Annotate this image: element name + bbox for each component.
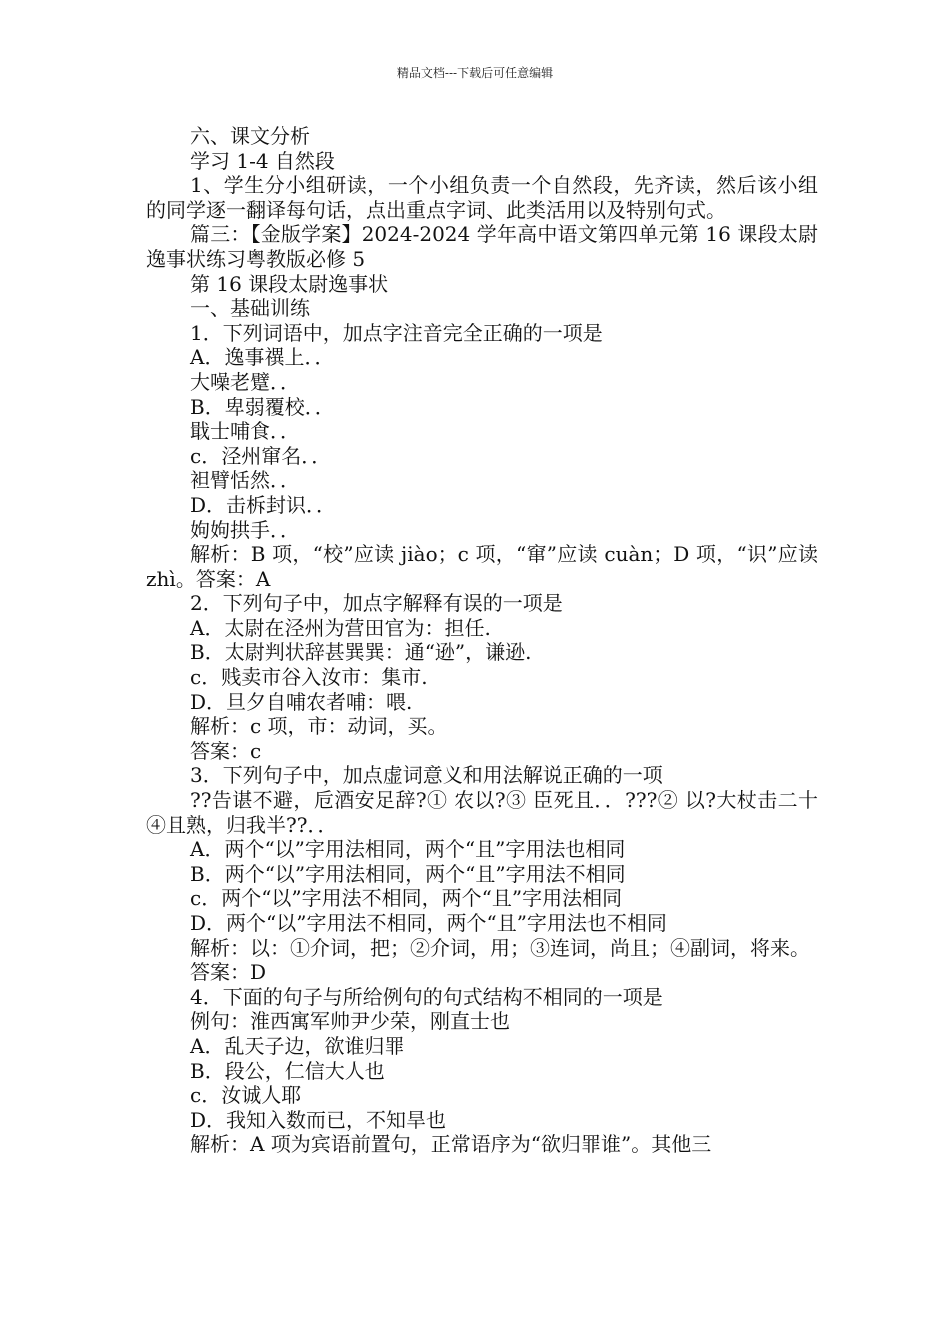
option: D．两个“以”字用法不相同，两个“且”字用法也不相同 <box>190 911 667 935</box>
lesson-title: 第 16 课段太尉逸事状 <box>190 271 389 296</box>
answer: 答案：D <box>190 960 267 985</box>
question: 2．下列句子中，加点字解释有误的一项是 <box>190 591 563 616</box>
option: A．两个“以”字用法相同，两个“且”字用法也相同 <box>190 837 626 862</box>
page-header: 精品文档---下载后可任意编辑 <box>396 66 554 80</box>
answer: 答案：c <box>190 738 262 763</box>
question-sentences: ??告谌不避，卮酒安足辞?① 农以?③ 臣死且．．???② 以?大杖击二十④且熟，归我半??．． <box>146 788 818 837</box>
analysis: 解析：B 项，“校”应读 jiào；c 项，“窜”应读 cuàn；D 项，“识”应读 zhì。答案：A <box>146 542 818 591</box>
paragraph: 1、学生分小组研读，一个小组负责一个自然段，先齐读，然后该小组的同学逐一翻译每句话，点出重点字词、此类活用以及特别句式。 <box>146 173 818 222</box>
option: c．贱卖市谷入汝市：集市. <box>190 665 428 690</box>
option: 戢士哺食．． <box>190 419 300 444</box>
question: 1．下列词语中，加点字注音完全正确的一项是 <box>190 320 603 345</box>
option: D．击柝封识．． <box>190 492 337 517</box>
example-sentence: 例句：淮西寓军帅尹少荣，刚直士也 <box>190 1009 510 1034</box>
option: A．逸事禩上．． <box>190 345 335 370</box>
option: D．我知入数而已，不知旱也 <box>190 1107 447 1132</box>
analysis: 解析：c 项，市：动词，买。 <box>190 714 448 739</box>
section-heading: 一、基础训练 <box>190 296 310 321</box>
option: B．太尉判状辞甚巽巽：通“逊”，谦逊. <box>190 640 532 665</box>
question: 3．下列句子中，加点虚词意义和用法解说正确的一项 <box>190 763 663 788</box>
option: 姁姁拱手．． <box>190 517 300 542</box>
document-body <box>146 124 818 1157</box>
analysis: 解析：A 项为宾语前置句，正常语序为“欲归罪谁”。其他三 <box>190 1132 712 1157</box>
option: 大噪老躄．． <box>190 369 300 394</box>
option: c．泾州窜名．． <box>190 443 332 468</box>
option: c．两个“以”字用法不相同，两个“且”字用法相同 <box>190 886 623 911</box>
paragraph: 篇三：【金版学案】2024-2024 学年高中语文第四单元第 16 课段太尉逸事状练习粤教版必修 5 <box>146 222 818 271</box>
section-heading: 六、课文分析 <box>190 124 310 148</box>
question: 4．下面的句子与所给例句的句式结构不相同的一项是 <box>190 984 663 1009</box>
option: D．旦夕自哺农者哺：喂. <box>190 689 413 714</box>
option: A．乱天子边，欲谁归罪 <box>190 1033 405 1058</box>
option: A．太尉在泾州为营田官为：担任. <box>190 615 491 640</box>
text-line: 学习 1-4 自然段 <box>190 148 335 173</box>
option: B．段公，仁信大人也 <box>190 1058 385 1083</box>
option: B．两个“以”字用法相同，两个“且”字用法不相同 <box>190 861 626 886</box>
option: 袒臂恬然．． <box>190 468 300 493</box>
option: c．汝诚人耶 <box>190 1083 302 1108</box>
option: B．卑弱覆校．． <box>190 394 335 419</box>
analysis: 解析：以：①介词，把；②介词，用；③连词，尚且；④副词，将来。 <box>190 935 810 960</box>
